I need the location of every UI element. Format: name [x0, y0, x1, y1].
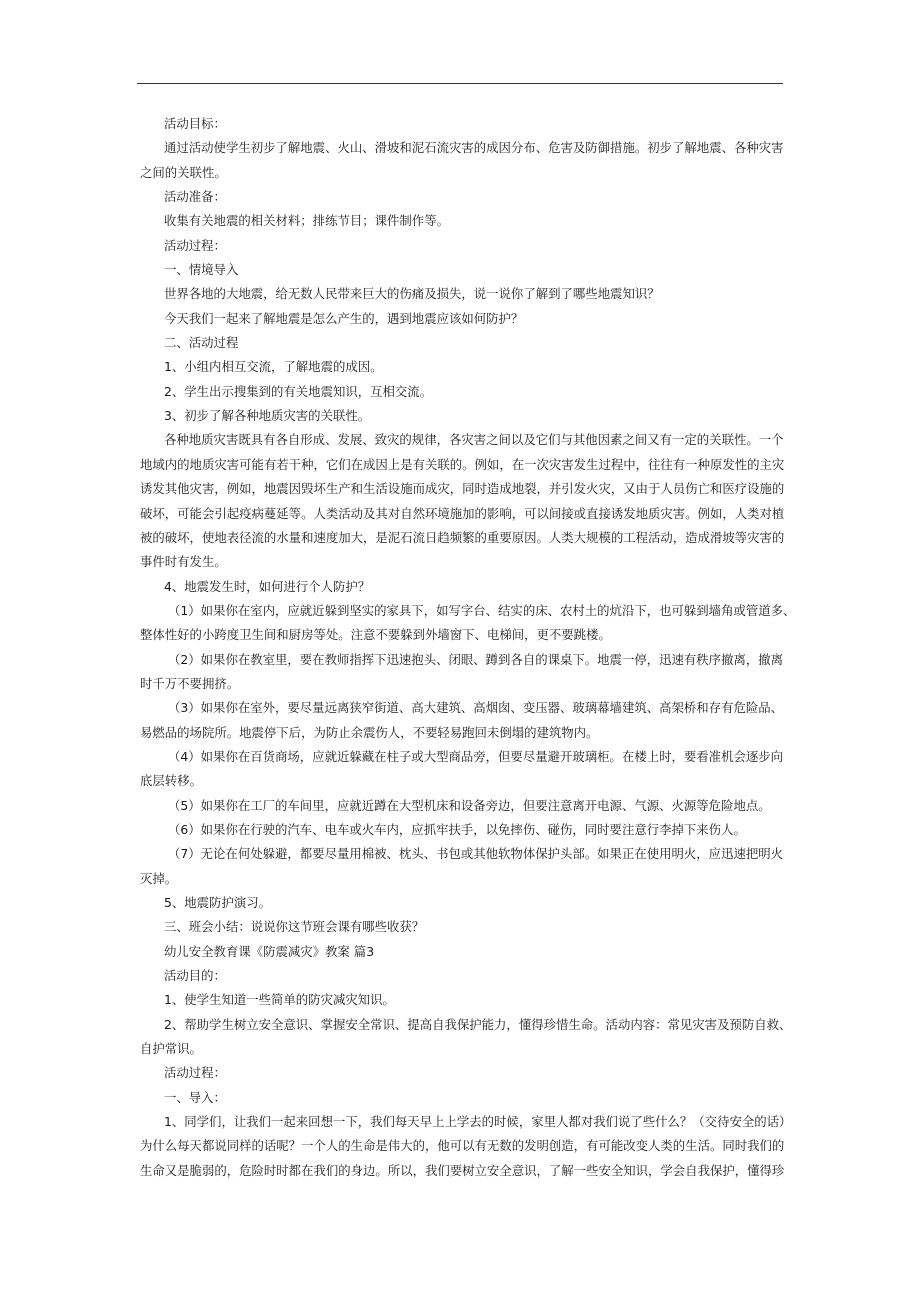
text-line: 易燃品的场院所。地震停下后，为防止余震伤人，不要轻易跑回未倒塌的建筑物内。 [140, 724, 599, 740]
text-line: 5、地震防护演习。 [164, 895, 272, 910]
text-line: （3）如果你在室外，要尽量远离狭窄街道、高大建筑、高烟囱、变压器、玻璃幕墙建筑、高架桥和存有危险品、 [168, 700, 784, 716]
text-line: 1、同学们，让我们一起来回想一下，我们每天早上上学去的时候，家里人都对我们说了些什么？（交待安全的话） [164, 1114, 792, 1130]
text-line: 自护常识。 [140, 1041, 202, 1057]
text-line: 生命又是脆弱的，危险时时都在我们的身边。所以，我们要树立安全意识，了解一些安全知识，学会自我保护，懂得珍 [140, 1162, 785, 1178]
text-line: 3、初步了解各种地质灾害的关联性。 [164, 408, 371, 424]
text-line: 三、班会小结：说说你这节班会课有哪些收获？ [164, 919, 425, 935]
text-line: 一、情境导入 [164, 262, 239, 278]
text-line: 收集有关地震的相关材料；排练节目；课件制作等。 [164, 213, 449, 229]
document-body [140, 112, 796, 1183]
text-line: （6）如果你在行驶的汽车、电车或火车内，应抓牢扶手，以免摔伤、碰伤，同时要注意行李掉下来伤人。 [168, 821, 746, 837]
text-line: 世界各地的大地震，给无数人民带来巨大的伤痛及损失，说一说你了解到了哪些地震知识？ [164, 286, 660, 302]
text-line: 被的破坏，使地表径流的水量和速度加大，是泥石流日趋频繁的重要原因。人类大规模的工程活动，造成滑坡等灾害的 [140, 529, 785, 545]
text-line: 二、活动过程 [164, 335, 239, 351]
text-line: 今天我们一起来了解地震是怎么产生的，遇到地震应该如何防护？ [164, 310, 524, 326]
text-line: （5）如果你在工厂的车间里，应就近蹲在大型机床和设备旁边，但要注意离开电源、气源、火源等危险地点。 [168, 797, 771, 813]
text-line: 活动目的： [164, 968, 226, 984]
text-line: （1）如果你在室内，应就近躲到坚实的家具下，如写字台、结实的床、农村土的炕沿下，也可躲到墙角或管道多、 [168, 602, 796, 618]
text-line: 幼儿安全教育课《防震减灾》教案 篇3 [164, 943, 375, 959]
text-line: 2、帮助学生树立安全意识、掌握安全常识、提高自我保护能力，懂得珍惜生命。活动内容：常见灾害及预防自救、 [164, 1016, 792, 1032]
text-line: 活动过程： [164, 237, 226, 253]
text-line: （4）如果你在百货商场，应就近躲藏在柱子或大型商品旁，但要尽量避开玻璃柜。在楼上时，要看准机会逐步向 [168, 748, 784, 764]
text-line: 地域内的地质灾害可能有若干种，它们在成因上是有关联的。例如，在一次灾害发生过程中，往往有一种原发性的主灾 [140, 456, 785, 472]
text-line: 活动目标： [164, 116, 226, 131]
text-line: （2）如果你在教室里，要在教师指挥下迅速抱头、闭眼、蹲到各自的课桌下。地震一停，迅速有秩序撤离，撤离 [168, 651, 784, 667]
text-line: 1、小组内相互交流，了解地震的成因。 [164, 359, 383, 375]
text-line: 时千万不要拥挤。 [140, 675, 240, 691]
text-line: 灭掉。 [140, 870, 178, 886]
text-line: （7）无论在何处躲避，都要尽量用棉被、枕头、书包或其他软物体保护头部。如果正在使用明火，应迅速把明火 [168, 846, 784, 862]
text-line: 底层转移。 [140, 773, 202, 789]
text-line: 整体性好的小跨度卫生间和厨房等处。注意不要躲到外墙窗下、电梯间，更不要跳楼。 [140, 627, 611, 643]
text-line: 事件时有发生。 [140, 554, 227, 570]
text-line: 一、导入： [164, 1089, 226, 1105]
text-line: 为什么每天都说同样的话呢？一个人的生命是伟大的，他可以有无数的发明创造，有可能改变人类的生活。同时我们的 [140, 1138, 785, 1154]
header-rule [137, 83, 783, 84]
text-line: 4、地震发生时，如何进行个人防护？ [164, 578, 371, 594]
text-line: 2、学生出示搜集到的有关地震知识，互相交流。 [164, 383, 433, 399]
text-line: 活动准备： [164, 189, 226, 205]
text-line: 破坏，可能会引起疫病蔓延等。人类活动及其对自然环境施加的影响，可以间接或直接诱发地质灾害。例如，人类对植 [140, 505, 785, 521]
text-line: 活动过程： [164, 1065, 226, 1081]
text-line: 各种地质灾害既具有各自形成、发展、致灾的规律，各灾害之间以及它们与其他因素之间又有一定的关联性。一个 [164, 432, 784, 448]
text-line: 1、使学生知道一些简单的防灾减灾知识。 [164, 992, 395, 1008]
text-line: 诱发其他灾害，例如，地震因毁坏生产和生活设施而成灾，同时造成地裂，并引发火灾，又由于人员伤亡和医疗设施的 [140, 481, 785, 497]
text-line: 通过活动使学生初步了解地震、火山、滑坡和泥石流灾害的成因分布、危害及防御措施。初步了解地震、各种灾害 [164, 140, 784, 156]
text-line: 之间的关联性。 [140, 164, 227, 180]
